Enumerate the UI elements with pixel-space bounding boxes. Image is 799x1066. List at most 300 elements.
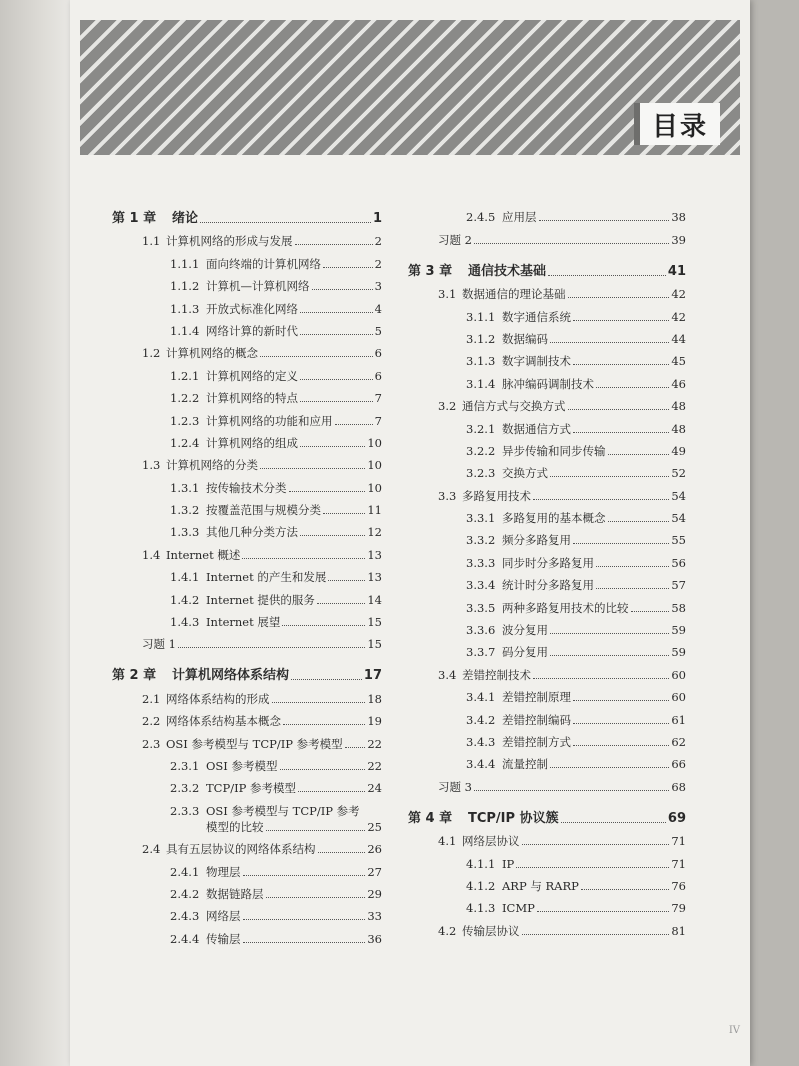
toc-leader-dots — [300, 446, 365, 447]
header-band — [80, 20, 740, 155]
toc-entry-number: 3.1.2 — [466, 331, 496, 346]
toc-leader-dots — [596, 588, 669, 589]
toc-entry — [408, 438, 686, 460]
toc-page-number: 7 — [374, 391, 382, 406]
toc-entry-title: OSI 参考模型与 TCP/IP 参考模型 — [166, 736, 343, 751]
toc-entry-title: 计算机网络的定义 — [206, 368, 298, 383]
toc-entry-title: 两种多路复用技术的比较 — [502, 600, 629, 615]
toc-entry — [408, 326, 686, 348]
toc-entry-number: 1.3.2 — [170, 503, 200, 518]
toc-entry — [112, 497, 382, 519]
toc-page-number: 71 — [671, 856, 686, 871]
toc-leader-dots — [283, 724, 365, 725]
toc-leader-dots — [522, 844, 670, 845]
toc-page-number: 56 — [671, 555, 686, 570]
toc-page-number: 18 — [367, 691, 382, 706]
toc-entry-title: 具有五层协议的网络体系结构 — [166, 842, 316, 857]
toc-page-number: 61 — [671, 712, 686, 727]
toc-entry — [112, 295, 382, 317]
toc-page-number: 79 — [671, 901, 686, 916]
toc-page-number: 55 — [671, 533, 686, 548]
toc-entry — [408, 873, 686, 895]
toc-entry-title: 计算机网络体系结构 — [172, 668, 290, 684]
toc-entry-number: 3.1.1 — [466, 309, 496, 324]
toc-leader-dots — [539, 220, 670, 221]
toc-entry-number: 2.3.1 — [170, 758, 200, 773]
toc-entry — [408, 348, 686, 370]
toc-entry-title: 多路复用技术 — [462, 488, 531, 503]
toc-entry-number: 1.3.1 — [170, 480, 200, 495]
toc-entry — [408, 204, 686, 226]
toc-entry-number: 3.3.2 — [466, 533, 496, 548]
toc-entry-number: 第 4 章 — [408, 810, 453, 826]
toc-leader-dots — [280, 769, 366, 770]
toc-entry-number: 3.2.2 — [466, 443, 496, 458]
toc-leader-dots — [573, 543, 669, 544]
toc-leader-dots — [295, 244, 373, 245]
toc-entry — [112, 407, 382, 429]
toc-entry-number: 第 3 章 — [408, 263, 453, 279]
toc-page-number: 13 — [367, 547, 382, 562]
toc-leader-dots — [608, 454, 670, 455]
toc-entry-title: OSI 参考模型与 TCP/IP 参考 — [206, 803, 360, 818]
toc-entry-title: 同步时分多路复用 — [502, 555, 594, 570]
toc-entry-title: 传输层 — [206, 931, 241, 946]
toc-leader-dots — [300, 334, 373, 335]
toc-entry — [408, 617, 686, 639]
toc-entry — [408, 549, 686, 571]
toc-entry — [112, 775, 382, 797]
toc-entry-title: 流量控制 — [502, 757, 548, 772]
toc-entry — [112, 430, 382, 452]
toc-entry — [112, 541, 382, 563]
toc-entry — [408, 594, 686, 616]
toc-entry-title: 计算机网络的形成与发展 — [166, 234, 293, 249]
toc-page-number: 81 — [671, 923, 686, 938]
toc-entry — [112, 564, 382, 586]
toc-entry — [408, 527, 686, 549]
toc-entry-title: 码分复用 — [502, 645, 548, 660]
toc-entry-title: 差错控制原理 — [502, 690, 571, 705]
toc-page-number: 54 — [671, 511, 686, 526]
toc-entry-number: 1.2.3 — [170, 413, 200, 428]
toc-page-number: 42 — [671, 309, 686, 324]
toc-chapter-entry — [112, 204, 382, 228]
toc-entry — [408, 393, 686, 415]
toc-page-number: 1 — [372, 211, 382, 226]
toc-entry-title: Internet 概述 — [166, 547, 241, 562]
toc-entry-title: 异步传输和同步传输 — [502, 443, 606, 458]
toc-entry-title: 脉冲编码调制技术 — [502, 376, 594, 391]
toc-entry — [408, 226, 686, 248]
toc-page-number: 36 — [367, 931, 382, 946]
toc-page-number: 6 — [374, 346, 382, 361]
toc-page-number: 13 — [367, 570, 382, 585]
toc-entry-title: 其他几种分类方法 — [206, 525, 298, 540]
toc-leader-dots — [323, 267, 373, 268]
toc-page-number: 26 — [367, 842, 382, 857]
toc-page-number: 25 — [367, 819, 382, 834]
toc-entry-title: 面向终端的计算机网络 — [206, 256, 321, 271]
toc-leader-dots — [242, 558, 365, 559]
toc-entry-title: 差错控制技术 — [462, 667, 531, 682]
toc-leader-dots — [243, 942, 366, 943]
toc-entry-number: 4.1.2 — [466, 878, 496, 893]
toc-entry-title: 数据通信的理论基础 — [462, 287, 566, 302]
toc-entry-title: 网络层协议 — [462, 834, 520, 849]
toc-chapter-entry — [112, 661, 382, 685]
toc-page-number: 27 — [367, 864, 382, 879]
toc-entry-number: 1.3 — [142, 458, 161, 473]
toc-entry-number: 1.1.1 — [170, 256, 200, 271]
toc-entry-title: 差错控制编码 — [502, 712, 571, 727]
toc-page-number: 69 — [667, 810, 686, 826]
toc-page-number: 22 — [367, 758, 382, 773]
toc-leader-dots — [581, 889, 669, 890]
toc-page-number: 19 — [367, 714, 382, 729]
toc-entry — [408, 661, 686, 683]
toc-page-number: 14 — [367, 592, 382, 607]
toc-entry — [112, 519, 382, 541]
toc-page-number: 17 — [363, 668, 382, 684]
toc-entry — [112, 273, 382, 295]
toc-entry-title: 数据通信方式 — [502, 421, 571, 436]
toc-leader-dots — [596, 566, 669, 567]
toc-entry-title: 习题 3 — [438, 779, 472, 794]
toc-entry-title: 多路复用的基本概念 — [502, 511, 606, 526]
toc-entry-number: 4.2 — [438, 923, 457, 938]
toc-page-number: 59 — [671, 623, 686, 638]
toc-entry-number: 1.4.2 — [170, 592, 200, 607]
toc-entry-title: 传输层协议 — [462, 923, 520, 938]
toc-entry — [112, 385, 382, 407]
toc-leader-dots — [573, 700, 669, 701]
toc-page-number: 52 — [671, 466, 686, 481]
toc-page-number: 2 — [374, 234, 382, 249]
toc-page-number: 41 — [667, 263, 686, 279]
toc-leader-dots — [323, 513, 365, 514]
toc-left-column — [112, 204, 382, 948]
toc-page-number: 6 — [374, 368, 382, 383]
toc-page-number: 46 — [671, 376, 686, 391]
toc-entry-title: OSI 参考模型 — [206, 758, 278, 773]
toc-entry — [112, 685, 382, 707]
toc-leader-dots — [474, 243, 669, 244]
toc-entry-title: ICMP — [502, 901, 535, 916]
toc-entry-number: 3.3.4 — [466, 578, 496, 593]
toc-entry-title: IP — [502, 856, 515, 871]
toc-entry-number: 3.4.1 — [466, 690, 496, 705]
toc-entry-number: 1.4 — [142, 547, 161, 562]
toc-entry-number: 3.4.3 — [466, 734, 496, 749]
toc-leader-dots — [573, 320, 669, 321]
toc-leader-dots — [289, 491, 366, 492]
toc-entry — [112, 881, 382, 903]
toc-page-number: 66 — [671, 757, 686, 772]
toc-entry-number: 2.4 — [142, 842, 161, 857]
toc-entry-title: 开放式标准化网络 — [206, 301, 298, 316]
toc-entry — [112, 250, 382, 272]
toc-entry-number: 1.2.1 — [170, 368, 200, 383]
toc-entry — [408, 281, 686, 303]
toc-entry-title: 数据链路层 — [206, 886, 264, 901]
toc-entry-title: 习题 1 — [142, 637, 176, 652]
toc-page-number: 60 — [671, 690, 686, 705]
toc-leader-dots — [573, 723, 669, 724]
toc-page-number: 5 — [374, 323, 382, 338]
toc-entry — [112, 903, 382, 925]
toc-leader-dots — [243, 919, 366, 920]
toc-leader-dots — [260, 356, 373, 357]
toc-entry — [112, 753, 382, 775]
toc-leader-dots — [533, 499, 669, 500]
toc-entry-title: 计算机网络的分类 — [166, 458, 258, 473]
toc-entry-number: 3.4 — [438, 667, 457, 682]
toc-page-number: 15 — [367, 615, 382, 630]
toc-entry-title: 绪论 — [172, 211, 199, 226]
toc-leader-dots — [548, 275, 666, 276]
toc-entry-number: 第 2 章 — [112, 668, 157, 684]
toc-entry-title: ARP 与 RARP — [502, 878, 579, 893]
toc-leader-dots — [335, 424, 373, 425]
toc-leader-dots — [573, 432, 669, 433]
toc-entry-title: 模型的比较 — [206, 819, 264, 834]
toc-entry-title: 统计时分多路复用 — [502, 578, 594, 593]
toc-entry-title: 交换方式 — [502, 466, 548, 481]
toc-entry-title: 按覆盖范围与规模分类 — [206, 503, 321, 518]
toc-entry-title: 物理层 — [206, 864, 241, 879]
toc-entry-number: 3.1 — [438, 287, 457, 302]
toc-entry-title: 网络体系结构基本概念 — [166, 714, 281, 729]
book-page — [70, 0, 750, 1066]
toc-page-number: 68 — [671, 779, 686, 794]
toc-entry-title: Internet 提供的服务 — [206, 592, 315, 607]
toc-entry — [112, 925, 382, 947]
toc-page-number: 39 — [671, 232, 686, 247]
toc-leader-dots — [573, 364, 669, 365]
toc-leader-dots — [533, 678, 669, 679]
toc-entry-number: 2.4.3 — [170, 909, 200, 924]
toc-leader-dots — [300, 535, 365, 536]
toc-entry-title: TCP/IP 参考模型 — [206, 781, 297, 796]
toc-entry-title: 通信方式与交换方式 — [462, 399, 566, 414]
toc-page-number: 49 — [671, 443, 686, 458]
toc-entry — [112, 730, 382, 752]
toc-entry-number: 2.4.5 — [466, 210, 496, 225]
toc-leader-dots — [272, 702, 366, 703]
toc-page-number: 71 — [671, 834, 686, 849]
toc-right-column — [408, 204, 686, 940]
toc-entry — [112, 318, 382, 340]
toc-entry — [408, 572, 686, 594]
toc-entry-number: 2.4.4 — [170, 931, 200, 946]
toc-leader-dots — [550, 476, 669, 477]
toc-leader-dots — [266, 897, 366, 898]
toc-entry-title: 习题 2 — [438, 232, 472, 247]
page-title: 目录 — [634, 103, 720, 145]
toc-entry-title: 波分复用 — [502, 623, 548, 638]
toc-page-number: 60 — [671, 667, 686, 682]
toc-entry-number: 1.3.3 — [170, 525, 200, 540]
chapter-gap — [408, 249, 686, 257]
toc-entry-number: 1.4.3 — [170, 615, 200, 630]
toc-entry-number: 2.3 — [142, 736, 161, 751]
toc-entry — [408, 828, 686, 850]
toc-page-number: 59 — [671, 645, 686, 660]
toc-entry-title: Internet 的产生和发展 — [206, 570, 327, 585]
toc-entry — [112, 836, 382, 858]
toc-leader-dots — [317, 603, 365, 604]
toc-leader-dots — [178, 647, 365, 648]
toc-leader-dots — [291, 679, 362, 680]
toc-entry-number: 1.1.2 — [170, 279, 200, 294]
toc-entry-title: 数据编码 — [502, 331, 548, 346]
toc-entry — [112, 858, 382, 880]
toc-leader-dots — [200, 222, 371, 223]
toc-leader-dots — [537, 911, 670, 912]
toc-entry-number: 2.1 — [142, 691, 161, 706]
toc-leader-dots — [300, 379, 373, 380]
toc-entry — [408, 460, 686, 482]
toc-entry-number: 2.3.3 — [170, 803, 200, 818]
toc-entry-title: 计算机网络的概念 — [166, 346, 258, 361]
toc-page-number: 24 — [367, 781, 382, 796]
toc-entry-number: 2.4.2 — [170, 886, 200, 901]
toc-leader-dots — [550, 767, 669, 768]
toc-entry-title: 通信技术基础 — [468, 263, 547, 279]
toc-page-number: 38 — [671, 210, 686, 225]
toc-entry-title: TCP/IP 协议簇 — [468, 810, 559, 826]
toc-entry — [112, 474, 382, 496]
toc-page-number: 45 — [671, 354, 686, 369]
toc-page-number: 4 — [374, 301, 382, 316]
toc-entry-number: 3.2 — [438, 399, 457, 414]
toc-page-number: 48 — [671, 399, 686, 414]
toc-entry-title: 网络层 — [206, 909, 241, 924]
toc-page-number: 48 — [671, 421, 686, 436]
toc-entry — [112, 452, 382, 474]
toc-page-number: 15 — [367, 637, 382, 652]
chapter-gap — [408, 796, 686, 804]
toc-entry-number: 3.1.3 — [466, 354, 496, 369]
toc-leader-dots — [474, 790, 669, 791]
toc-page-number: 10 — [367, 458, 382, 473]
toc-chapter-entry — [408, 804, 686, 828]
toc-leader-dots — [550, 655, 669, 656]
toc-leader-dots — [298, 791, 365, 792]
toc-leader-dots — [550, 342, 669, 343]
toc-page-number: 11 — [367, 503, 382, 518]
toc-entry — [408, 773, 686, 795]
toc-entry-number: 2.2 — [142, 714, 161, 729]
toc-page-number: 54 — [671, 488, 686, 503]
toc-entry-number: 1.2.4 — [170, 435, 200, 450]
toc-entry — [408, 917, 686, 939]
toc-entry-number: 3.2.3 — [466, 466, 496, 481]
toc-leader-dots — [282, 625, 365, 626]
toc-entry-number: 2.3.2 — [170, 781, 200, 796]
toc-page-number: 62 — [671, 734, 686, 749]
toc-entry — [408, 303, 686, 325]
toc-entry-number: 3.1.4 — [466, 376, 496, 391]
toc-entry — [408, 850, 686, 872]
adjacent-page-edge — [0, 0, 70, 1066]
toc-page-number: 12 — [367, 525, 382, 540]
toc-entry — [408, 895, 686, 917]
toc-entry — [112, 631, 382, 653]
toc-leader-dots — [568, 297, 670, 298]
toc-entry — [408, 751, 686, 773]
toc-page-number: 10 — [367, 480, 382, 495]
toc-entry-number: 1.1 — [142, 234, 161, 249]
toc-page-number: 22 — [367, 736, 382, 751]
toc-entry-number: 1.2 — [142, 346, 161, 361]
toc-entry-number: 3.3.5 — [466, 600, 496, 615]
toc-chapter-entry — [408, 257, 686, 281]
toc-page-number: 7 — [374, 413, 382, 428]
toc-entry-number: 4.1.1 — [466, 856, 496, 871]
toc-entry-title: 计算机网络的功能和应用 — [206, 413, 333, 428]
page-folio: IV — [728, 1025, 740, 1036]
toc-page-number: 29 — [367, 886, 382, 901]
toc-leader-dots — [631, 611, 670, 612]
toc-entry-title: 按传输技术分类 — [206, 480, 287, 495]
toc-page-number: 44 — [671, 331, 686, 346]
toc-page-number: 42 — [671, 287, 686, 302]
toc-entry-number: 3.3.1 — [466, 511, 496, 526]
toc-entry — [112, 708, 382, 730]
toc-leader-dots — [243, 875, 366, 876]
toc-entry-number: 3.2.1 — [466, 421, 496, 436]
toc-entry-number: 1.1.4 — [170, 323, 200, 338]
chapter-gap — [112, 653, 382, 661]
toc-entry-number: 3.3.6 — [466, 623, 496, 638]
toc-leader-dots — [300, 401, 373, 402]
toc-page-number: 3 — [374, 279, 382, 294]
toc-entry — [112, 362, 382, 384]
toc-leader-dots — [568, 409, 670, 410]
toc-entry-title: 计算机网络的特点 — [206, 391, 298, 406]
toc-entry-title: 计算机—计算机网络 — [206, 279, 310, 294]
toc-entry — [112, 586, 382, 608]
toc-page-number: 10 — [367, 435, 382, 450]
toc-entry — [408, 482, 686, 504]
toc-page-number: 76 — [671, 878, 686, 893]
toc-leader-dots — [550, 633, 669, 634]
toc-entry-number: 2.4.1 — [170, 864, 200, 879]
toc-leader-dots — [328, 580, 365, 581]
toc-entry — [112, 609, 382, 631]
toc-leader-dots — [266, 830, 366, 831]
toc-entry — [408, 639, 686, 661]
toc-leader-dots — [260, 468, 365, 469]
toc-entry — [408, 706, 686, 728]
toc-entry-number: 4.1 — [438, 834, 457, 849]
toc-page-number: 2 — [374, 256, 382, 271]
toc-entry — [112, 797, 382, 819]
toc-entry-number: 3.3.7 — [466, 645, 496, 660]
toc-leader-dots — [300, 312, 373, 313]
toc-entry-number: 3.3 — [438, 488, 457, 503]
toc-leader-dots — [318, 852, 366, 853]
toc-page-number: 57 — [671, 578, 686, 593]
toc-leader-dots — [345, 747, 366, 748]
toc-leader-dots — [573, 745, 669, 746]
toc-entry — [112, 340, 382, 362]
toc-entry-title: Internet 展望 — [206, 615, 281, 630]
toc-leader-dots — [561, 822, 666, 823]
toc-entry-number: 1.4.1 — [170, 570, 200, 585]
